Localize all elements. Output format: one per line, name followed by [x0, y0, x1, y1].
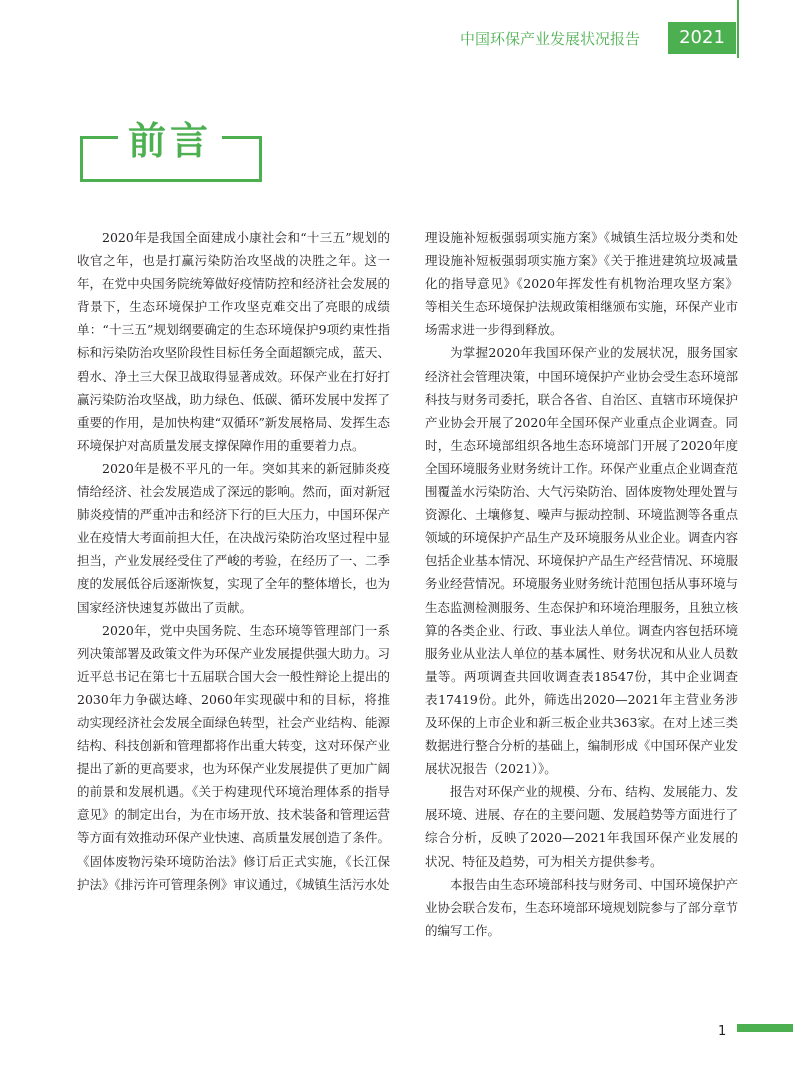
- paragraph: 报告对环保产业的规模、分布、结构、发展能力、发展环境、进展、存在的主要问题、发展趋势等方面进行了综合分析，反映了2020—2021年我国环保产业发展的状况、特征及趋势，可为相关方提供参考。: [425, 784, 738, 869]
- paragraph: 本报告由生态环境部科技与财务司、中国环境保护产业协会联合发布，生态环境部环境规划院参与了部分章节的编写工作。: [425, 876, 738, 938]
- text-column-left: [77, 226, 390, 896]
- footer-accent-bar: [737, 1024, 793, 1032]
- page-number: 1: [718, 1024, 727, 1039]
- paragraph-continued: 理设施补短板强弱项实施方案》《城镇生活垃圾分类和处理设施补短板强弱项实施方案》《关于推进建筑垃圾减量化的指导意见》《2020年挥发性有机物治理攻坚方案》等相关生态环境保护法规政策相继颁布实施，环保产业市场需求进一步得到释放。: [425, 230, 738, 338]
- paragraph: 2020年是极不平凡的一年。突如其来的新冠肺炎疫情给经济、社会发展造成了深远的影响。然而，面对新冠肺炎疫情的严重冲击和经济下行的巨大压力，中国环保产业在疫情大考面前担大任，在决战污染防治攻坚过程中显担当，产业发展经受住了严峻的考验，在经历了一、二季度的发展低谷后逐渐恢复，实现了全年的整体增长，也为国家经济快速复苏做出了贡献。: [77, 460, 390, 615]
- paragraph: 2020年，党中央国务院、生态环境等管理部门一系列决策部署及政策文件为环保产业发展提供强大助力。习近平总书记在第七十五届联合国大会一般性辩论上提出的2030年力争碳达峰、2060年实现碳中和的目标，将推动实现经济社会发展全面绿色转型，社会产业结构、能源结构、科技创新和管理都将作出重大转变，这对环保产业提出了新的更高要求，也为环保产业发展提供了更加广阔的前景和发展机遇。《关于构建现代环境治理体系的指导意见》的制定出台，为在市场开放、技术装备和管理运营等方面有效推动环保产业快速、高质量发展创造了条件。《固体废物污染环境防治法》修订后正式实施，《长江保护法》《排污许可管理条例》审议通过，《城镇生活污水处: [77, 622, 390, 892]
- paragraph: 2020年是我国全面建成小康社会和“十三五”规划的收官之年，也是打赢污染防治攻坚战的决胜之年。这一年，在党中央国务院统筹做好疫情防控和经济社会发展的背景下，生态环境保护工作攻坚克难交出了亮眼的成绩单：“十三五”规划纲要确定的生态环境保护9项约束性指标和污染防治攻坚阶段性目标任务全面超额完成，蓝天、碧水、净土三大保卫战取得显著成效。环保产业在打好打赢污染防治攻坚战，助力绿色、低碳、循环发展中发挥了重要的作用，是加快构建“双循环”新发展格局、发挥生态环境保护对高质量发展支撑保障作用的重要着力点。: [77, 230, 390, 453]
- paragraph: 为掌握2020年我国环保产业的发展状况，服务国家经济社会管理决策，中国环境保护产业协会受生态环境部科技与财务司委托，联合各省、自治区、直辖市环境保护产业协会开展了2020年全国环保产业重点企业调查。同时，生态环境部组织各地生态环境部门开展了2020年度全国环境服务业财务统计工作。环保产业重点企业调查范围覆盖水污染防治、大气污染防治、固体废物处理处置与资源化、土壤修复、噪声与振动控制、环境监测等各重点领域的环境保护产品生产及环境服务从业企业。调查内容包括企业基本情况、环境保护产品生产经营情况、环境服务业经营情况。环境服务业财务统计范围包括从事环境与生态监测检测服务、生态保护和环境治理服务，且独立核算的各类企业、行政、事业法人单位。调查内容包括环境服务业从业法人单位的基本属性、财务状况和从业人员数量等。两项调查共回收调查表18547份，其中企业调查表17419份。此外，筛选出2020—2021年主营业务涉及环保的上市企业和新三板企业共363家。在对上述三类数据进行整合分析的基础上，编制形成《中国环保产业发展状况报告（2021）》。: [425, 345, 738, 777]
- text-column-right: [425, 226, 738, 942]
- year-badge: 2021: [668, 22, 736, 54]
- report-title: 中国环保产业发展状况报告: [460, 30, 641, 48]
- header-divider: [737, 0, 739, 58]
- section-title: 前言: [118, 116, 222, 166]
